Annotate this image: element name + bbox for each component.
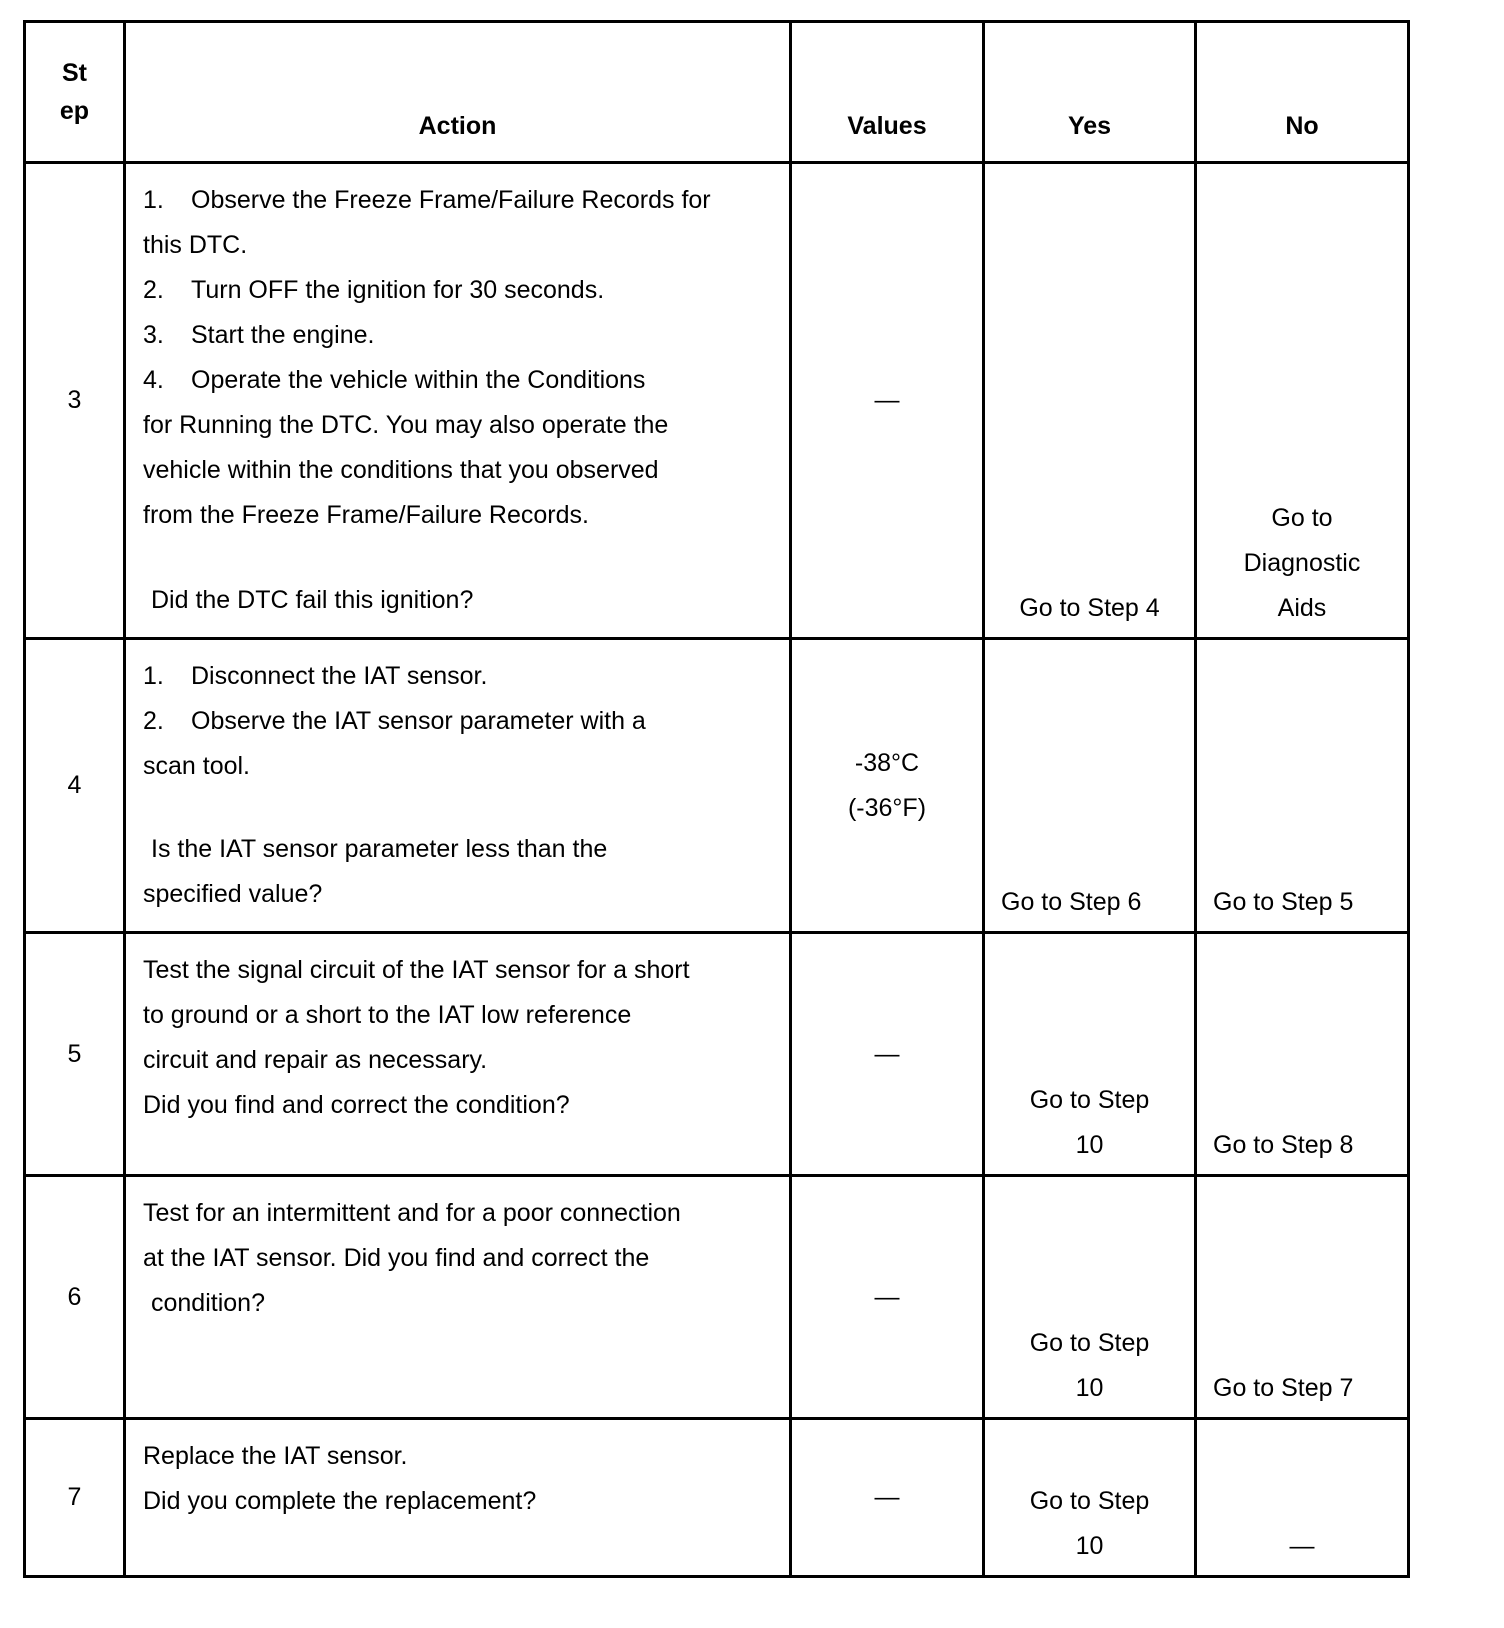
diagnostic-table: [23, 20, 1410, 1578]
yes-cell: Go to Step 10: [984, 933, 1196, 1176]
action-line: 4. Operate the vehicle within the Conditions: [143, 366, 646, 394]
yes-cell: Go to Step 6: [984, 639, 1196, 933]
value-cell: -38°C (-36°F): [791, 639, 984, 933]
value-cell: —: [791, 1176, 984, 1419]
step-number: 5: [25, 933, 125, 1176]
action-question: Did the DTC fail this ignition?: [151, 586, 474, 614]
header-step-line2: ep: [59, 97, 90, 125]
value-cell: —: [791, 1419, 984, 1577]
action-line: vehicle within the conditions that you observed: [143, 456, 659, 484]
action-line: 1. Disconnect the IAT sensor.: [143, 662, 488, 690]
header-step-line1: St: [62, 59, 87, 87]
action-line: to ground or a short to the IAT low reference: [143, 1001, 632, 1029]
action-cell: [125, 639, 791, 933]
action-question: Is the IAT sensor parameter less than the: [151, 835, 608, 863]
action-line: 1. Observe the Freeze Frame/Failure Records for: [143, 186, 711, 214]
no-cell: —: [1196, 1419, 1409, 1577]
action-cell: [125, 933, 791, 1176]
yes-cell: Go to Step 10: [984, 1419, 1196, 1577]
no-cell: Go to Step 7: [1196, 1176, 1409, 1419]
header-step: [25, 22, 125, 163]
header-action: Action: [125, 22, 791, 163]
header-no: No: [1196, 22, 1409, 163]
action-line: 2. Observe the IAT sensor parameter with a: [143, 707, 646, 735]
action-line: scan tool.: [143, 752, 251, 780]
table-row: [25, 163, 1409, 639]
action-line: Test the signal circuit of the IAT sensor for a short: [143, 956, 690, 984]
table-row: [25, 1176, 1409, 1419]
header-values: Values: [791, 22, 984, 163]
step-number: 3: [25, 163, 125, 639]
action-line: circuit and repair as necessary.: [143, 1046, 488, 1074]
step-number: 7: [25, 1419, 125, 1577]
action-cell: [125, 163, 791, 639]
step-number: 6: [25, 1176, 125, 1419]
header-yes: Yes: [984, 22, 1196, 163]
action-line: 3. Start the engine.: [143, 321, 375, 349]
action-line: Test for an intermittent and for a poor connection: [143, 1199, 681, 1227]
step-number: 4: [25, 639, 125, 933]
no-cell: Go to Step 5: [1196, 639, 1409, 933]
action-line: Did you complete the replacement?: [143, 1487, 537, 1515]
yes-cell: Go to Step 4: [984, 163, 1196, 639]
action-question: specified value?: [143, 880, 323, 908]
action-line: at the IAT sensor. Did you find and correct the: [143, 1244, 650, 1272]
action-line: this DTC.: [143, 231, 248, 259]
no-cell: Go to Step 8: [1196, 933, 1409, 1176]
table-row: [25, 639, 1409, 933]
table-row: [25, 1419, 1409, 1577]
yes-cell: Go to Step 10: [984, 1176, 1196, 1419]
action-line: Replace the IAT sensor.: [143, 1442, 408, 1470]
action-line: from the Freeze Frame/Failure Records.: [143, 501, 589, 529]
action-cell: [125, 1176, 791, 1419]
header-row: [25, 22, 1409, 163]
value-cell: —: [791, 933, 984, 1176]
value-cell: —: [791, 163, 984, 639]
table-row: [25, 933, 1409, 1176]
action-cell: [125, 1419, 791, 1577]
action-line: Did you find and correct the condition?: [143, 1091, 570, 1119]
action-line: 2. Turn OFF the ignition for 30 seconds.: [143, 276, 605, 304]
action-line: for Running the DTC. You may also operate the: [143, 411, 669, 439]
no-cell: Go to Diagnostic Aids: [1196, 163, 1409, 639]
action-line: condition?: [151, 1289, 265, 1317]
